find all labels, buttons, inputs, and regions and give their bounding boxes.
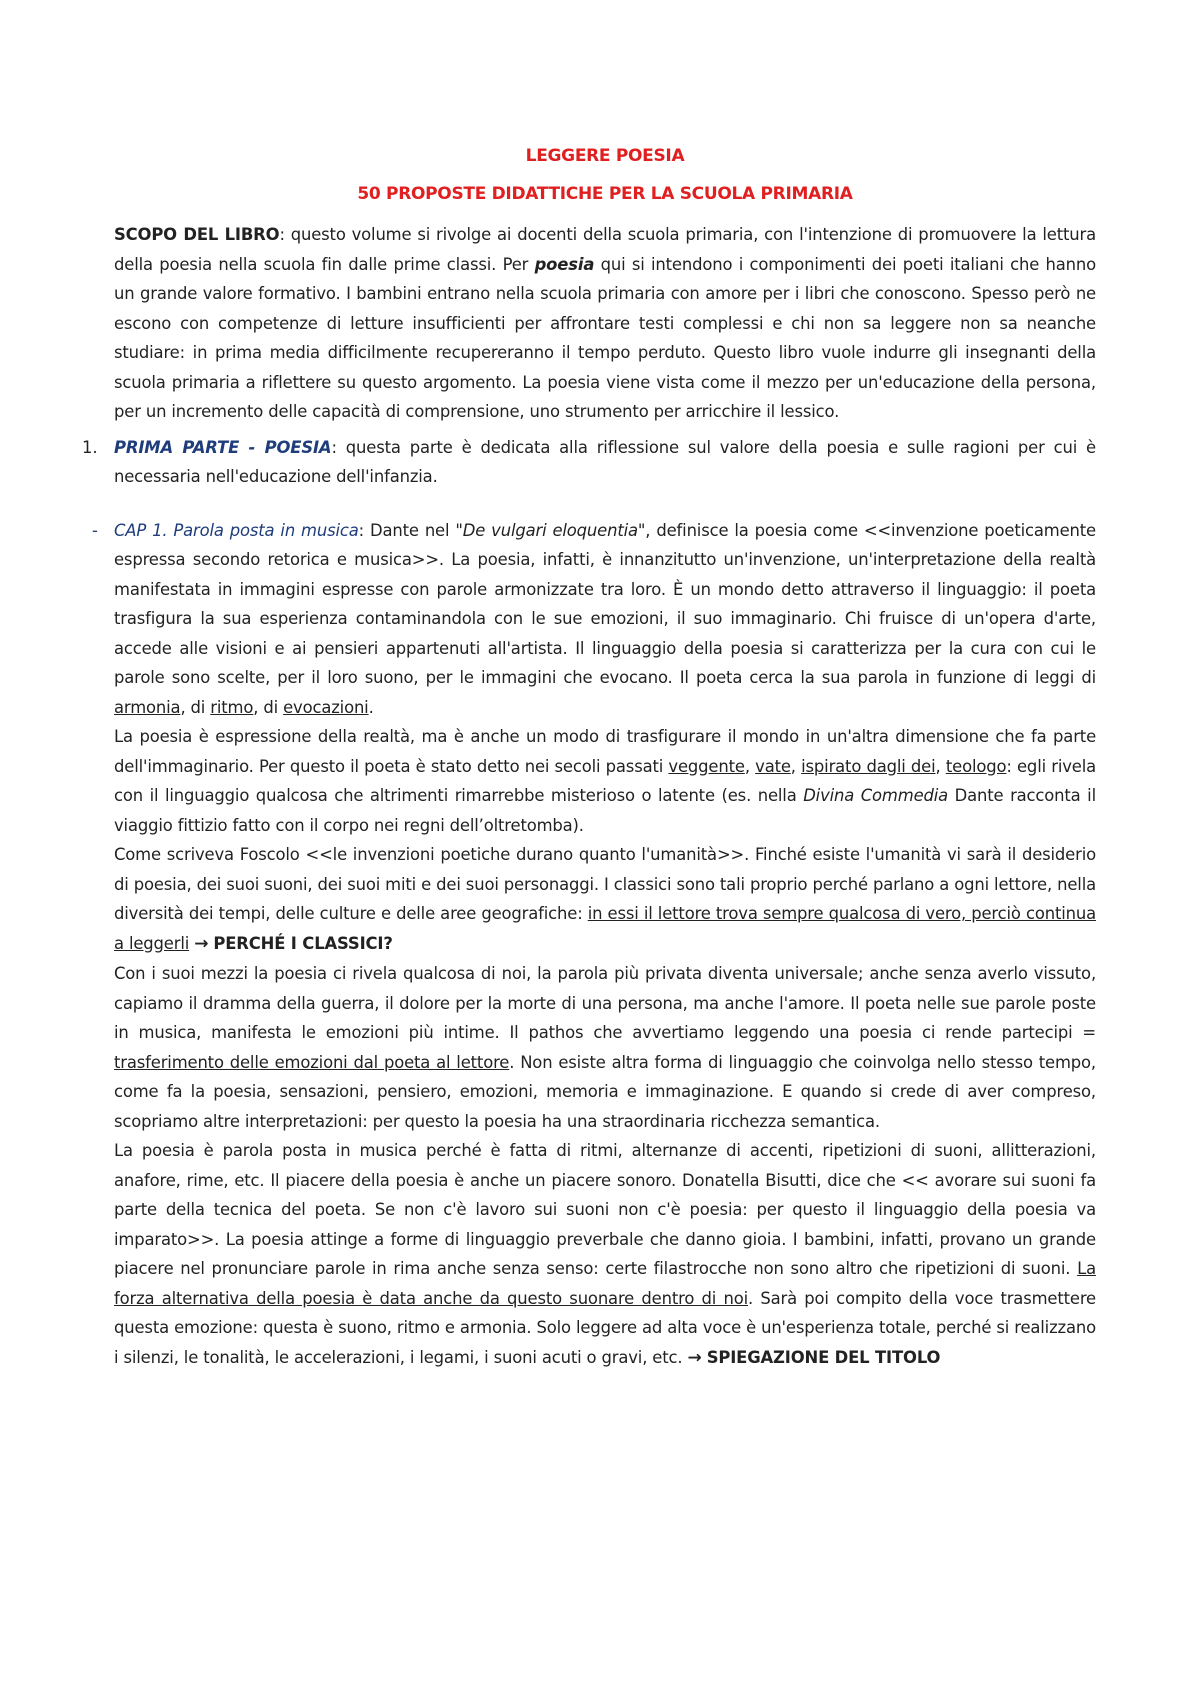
part-1-number: 1. — [82, 437, 98, 457]
document-subtitle: 50 PROPOSTE DIDATTICHE PER LA SCUOLA PRIMARIA — [357, 184, 853, 204]
p4-underlined: trasferimento delle emozioni dal poeta al lettore — [114, 1052, 510, 1072]
p1-e: . — [368, 697, 374, 717]
chapter-1-paragraph-3 — [114, 840, 1096, 959]
p1-evocazioni: evocazioni — [283, 697, 369, 717]
intro-poesia-term: poesia — [534, 254, 595, 274]
part-1-text: : questa parte è dedicata alla riflessione sul valore della poesia e sulle ragioni per cui è necessaria nell'educazione dell'infanzia. — [114, 437, 1096, 486]
intro-label: SCOPO DEL LIBRO — [114, 225, 280, 244]
intro-text-1: : questo volume si rivolge ai docenti della scuola primaria, con l'intenzione di promuovere la lettura della poesia nella scuola fin dalle prime classi. Per — [114, 225, 1096, 274]
intro-paragraph — [114, 220, 1096, 427]
chapter-1-paragraph-5 — [114, 1136, 1096, 1373]
p5-b: . Sarà poi compito della voce trasmettere questa emozione: questa è suono, ritmo e armonia. Solo leggere ad alta voce è un'esperienza totale, perché si realizzano i silenzi, le tonalità, le accelerazioni, i legami, i suoni acuti o gravi, etc. — [114, 1288, 1096, 1367]
chapter-1-bullet: - — [92, 520, 98, 540]
p5-underlined: La forza alternativa della poesia è data anche da questo suonare dentro di noi — [114, 1259, 1096, 1308]
part-1-paragraph — [114, 433, 1096, 492]
p2-f: Dante racconta il viaggio fittizio fatto con il corpo nei regni dell’oltretomba). — [114, 786, 1096, 835]
p2-ispirato: ispirato dagli dei — [801, 756, 936, 776]
p3-underlined: in essi il lettore trova sempre qualcosa di vero, perciò continua a leggerli — [114, 904, 1096, 953]
p2-veggente: veggente — [668, 756, 745, 776]
p2-a: La poesia è espressione della realtà, ma è anche un modo di trasfigurare il mondo in un'altra dimensione che fa parte dell'immaginario. Per questo il poeta è stato detto nei secoli passati — [114, 727, 1096, 776]
p3-a: Come scriveva Foscolo <<le invenzioni poetiche durano quanto l'umanità>>. Finché esiste l'umanità vi sarà il desiderio di poesia, dei suoi suoni, dei suoi miti e dei suoi personaggi. I classici sono tali proprio perché parlano a ogni lettore, nella diversità dei tempi, delle culture e delle aree geografiche: — [114, 845, 1096, 923]
p1-ritmo: ritmo — [210, 697, 254, 717]
p1-armonia: armonia — [114, 697, 181, 717]
part-1-section — [82, 433, 1096, 492]
document-title: LEGGERE POESIA — [525, 146, 685, 166]
p1-d: , di — [253, 697, 284, 717]
chapter-1-paragraph-1 — [114, 516, 1096, 723]
p1-a: : Dante nel " — [358, 520, 463, 540]
p3-bold-heading: PERCHÉ I CLASSICI? — [213, 933, 393, 953]
part-1-title: PRIMA PARTE - POESIA — [114, 437, 332, 457]
p2-c: , — [790, 756, 802, 776]
arrow-right-icon: → — [687, 1347, 702, 1368]
p2-vate: vate — [755, 756, 791, 776]
p1-b: ", definisce la poesia come <<invenzione poeticamente espressa secondo retorica e musica>>. La poesia, infatti, è innanzitutto un'invenzione, un'interpretazione della realtà manifestata in immagini espresse con parole armonizzate tra loro. È un mondo detto attraverso il linguaggio: il poeta trasfigura la sua esperienza contaminandola con le sue emozioni, il suo immaginario. Chi fruisce di un'opera d'arte, accede alle visioni e ai pensieri appartenuti all'artista. Il linguaggio della poesia si caratterizza per la cura con cui le parole sono scelte, per il loro suono, per le immagini che evocano. Il poeta cerca la sua parola in funzione di leggi di — [114, 520, 1096, 687]
p1-c: , di — [180, 697, 211, 717]
arrow-right-icon: → — [194, 933, 209, 954]
chapter-1-paragraph-4 — [114, 959, 1096, 1136]
p2-d: , — [935, 756, 946, 776]
p4-b: . Non esiste altra forma di linguaggio che coinvolga nello stesso tempo, come fa la poesia, sensazioni, pensiero, emozioni, memoria e immaginazione. E quando si crede di aver compreso, scopriamo altre interpretazioni: per questo la poesia ha una straordinaria ricchezza semantica. — [114, 1052, 1096, 1131]
p2-work-title: Divina Commedia — [803, 786, 949, 805]
p2-teologo: teologo — [945, 756, 1007, 776]
p2-e: : egli rivela con il linguaggio qualcosa che altrimenti rimarrebbe misterioso o latente (es. nella — [114, 756, 1097, 805]
p1-work-title: De vulgari eloquentia — [462, 520, 638, 540]
p4-a: Con i suoi mezzi la poesia ci rivela qualcosa di noi, la parola più privata diventa universale; anche senza averlo vissuto, capiamo il dramma della guerra, il dolore per la morte di una persona, ma anche l'amore. Il poeta nelle sue parole poste in musica, manifesta le emozioni più intime. Il pathos che avvertiamo leggendo una poesia ci rende partecipi = — [114, 964, 1096, 1042]
intro-text-2: qui si intendono i componimenti dei poeti italiani che hanno un grande valore formativo. I bambini entrano nella scuola primaria con amore per i libri che conoscono. Spesso però ne escono con competenze di letture insufficienti per affrontare testi complessi e chi non sa leggere non sa neanche studiare: in prima media difficilmente recupereranno il tempo perduto. Questo libro vuole indurre gli insegnanti della scuola primaria a riflettere su questo argomento. La poesia viene vista come il mezzo per un'educazione della persona, per un incremento delle capacità di comprensione, uno strumento per arricchire il lessico. — [114, 254, 1096, 421]
p5-a: La poesia è parola posta in musica perché è fatta di ritmi, alternanze di accenti, ripetizioni di suoni, allitterazioni, anafore, rime, etc. Il piacere della poesia è anche un piacere sonoro. Donatella Bisutti, dice che << avorare sui suoni fa parte della tecnica del poeta. Se non c'è lavoro sui suoni non c'è poesia: per questo il linguaggio della poesia va imparato>>. La poesia attinge a forme di linguaggio preverbale che danno gioia. I bambini, infatti, provano un grande piacere nel pronunciare parole in rima anche senza senso: certe filastrocche non sono altro che ripetizioni di suoni. — [114, 1141, 1096, 1278]
chapter-1-paragraph-2 — [114, 722, 1096, 840]
p2-b: , — [744, 756, 756, 776]
chapter-1-title: CAP 1. Parola posta in musica — [114, 520, 359, 540]
chapter-1-section — [92, 516, 1097, 1374]
p5-bold-heading: SPIEGAZIONE DEL TITOLO — [706, 1347, 941, 1367]
